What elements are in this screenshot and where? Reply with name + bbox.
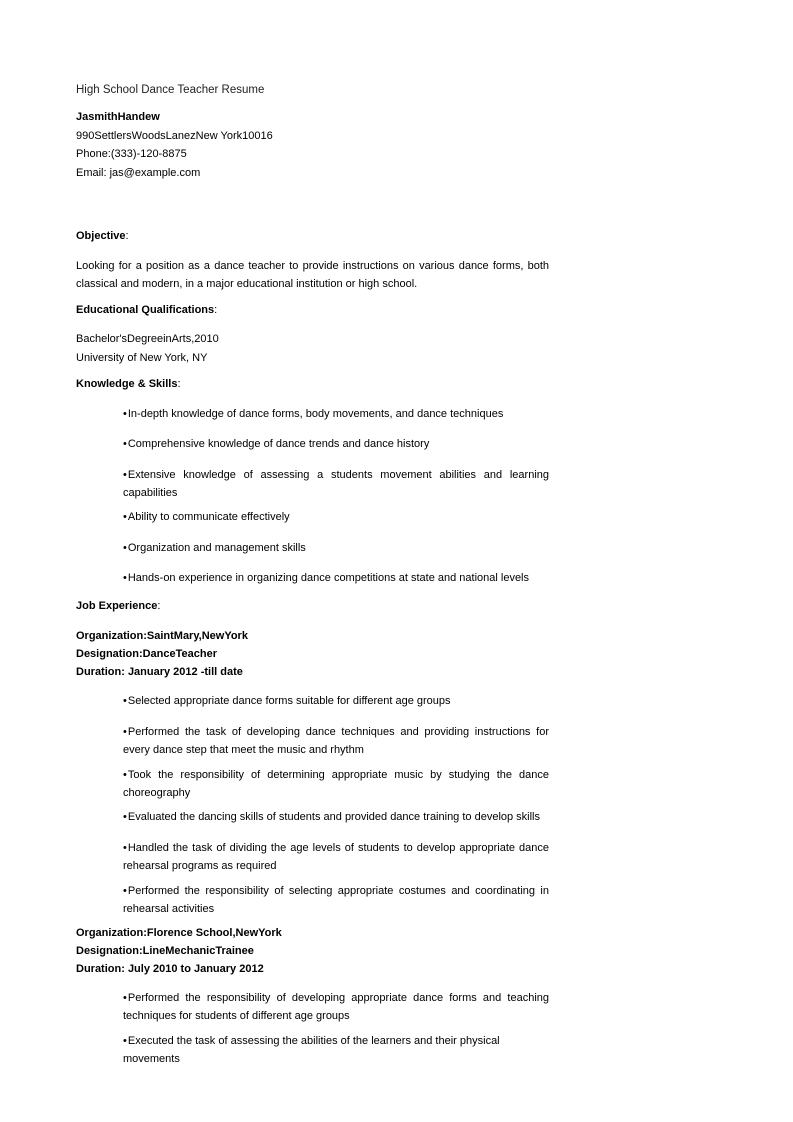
experience-heading: Job Experience:: [76, 600, 161, 612]
list-item: •Performed the task of developing dance techniques and providing instructions for every dance step that meet the music and rhythm: [123, 726, 549, 756]
education-block: [76, 330, 219, 367]
objective-heading: Objective:: [76, 230, 129, 242]
document-title: High School Dance Teacher Resume: [76, 84, 265, 96]
address: 990SettlersWoodsLanezNew York10016: [76, 129, 273, 142]
bullet-icon: •: [123, 992, 127, 1004]
objective-heading-label: Objective: [76, 230, 126, 242]
job-organization: Organization:SaintMary,NewYork: [76, 630, 248, 642]
job-duration: Duration: January 2012 -till date: [76, 666, 243, 678]
school: University of New York, NY: [76, 351, 208, 364]
experience-heading-label: Job Experience: [76, 600, 158, 612]
job-designation: Designation:DanceTeacher: [76, 648, 218, 660]
list-item: •Hands-on experience in organizing dance competitions at state and national levels: [123, 572, 529, 584]
objective-text: Looking for a position as a dance teacher to provide instructions on various dance forms, both classical and modern, in a major educational institution or high school.: [76, 260, 549, 290]
bullet-icon: •: [123, 726, 127, 738]
education-heading-label: Educational Qualifications: [76, 304, 215, 316]
job-header: [76, 924, 282, 978]
bullet-icon: •: [123, 842, 127, 854]
degree: Bachelor'sDegreeinArts,2010: [76, 333, 219, 345]
list-item: •Evaluated the dancing skills of students and provided dance training to develop skills: [123, 811, 541, 823]
bullet-icon: •: [123, 885, 127, 897]
bullet-icon: •: [123, 695, 127, 707]
candidate-name: JasmithHandew: [76, 111, 160, 123]
bullet-icon: •: [123, 438, 127, 450]
list-item: •Organization and management skills: [123, 542, 306, 554]
email: Email: jas@example.com: [76, 166, 201, 179]
bullet-icon: •: [123, 572, 127, 584]
contact-block: [76, 108, 273, 182]
job-duration: Duration: July 2010 to January 2012: [76, 963, 264, 975]
bullet-icon: •: [123, 769, 127, 781]
job-header: [76, 627, 248, 681]
bullet-icon: •: [123, 811, 127, 823]
phone: Phone:(333)-120-8875: [76, 148, 187, 160]
skills-heading: Knowledge & Skills:: [76, 378, 181, 390]
bullet-icon: •: [123, 511, 127, 523]
list-item: •Handled the task of dividing the age levels of students to develop appropriate dance rehearsal programs as required: [123, 842, 549, 872]
bullet-icon: •: [123, 542, 127, 554]
education-heading: Educational Qualifications:: [76, 304, 218, 316]
job-organization: Organization:Florence School,NewYork: [76, 927, 282, 939]
job-designation: Designation:LineMechanicTrainee: [76, 945, 254, 957]
list-item: •Ability to communicate effectively: [123, 511, 290, 523]
list-item: •In-depth knowledge of dance forms, body movements, and dance techniques: [123, 408, 504, 420]
list-item: •Selected appropriate dance forms suitable for different age groups: [123, 695, 451, 707]
list-item: •Took the responsibility of determining appropriate music by studying the dance choreography: [123, 769, 549, 799]
bullet-icon: •: [123, 469, 127, 481]
list-item: •Executed the task of assessing the abilities of the learners and their physical movements: [123, 1035, 500, 1065]
list-item: •Comprehensive knowledge of dance trends and dance history: [123, 438, 430, 450]
bullet-icon: •: [123, 408, 127, 420]
skills-heading-label: Knowledge & Skills: [76, 378, 178, 390]
list-item: •Performed the responsibility of developing appropriate dance forms and teaching techniques for students of different age groups: [123, 992, 549, 1022]
list-item: •Performed the responsibility of selecting appropriate costumes and coordinating in rehearsal activities: [123, 885, 549, 915]
list-item: •Extensive knowledge of assessing a students movement abilities and learning capabilities: [123, 469, 549, 499]
bullet-icon: •: [123, 1035, 127, 1047]
